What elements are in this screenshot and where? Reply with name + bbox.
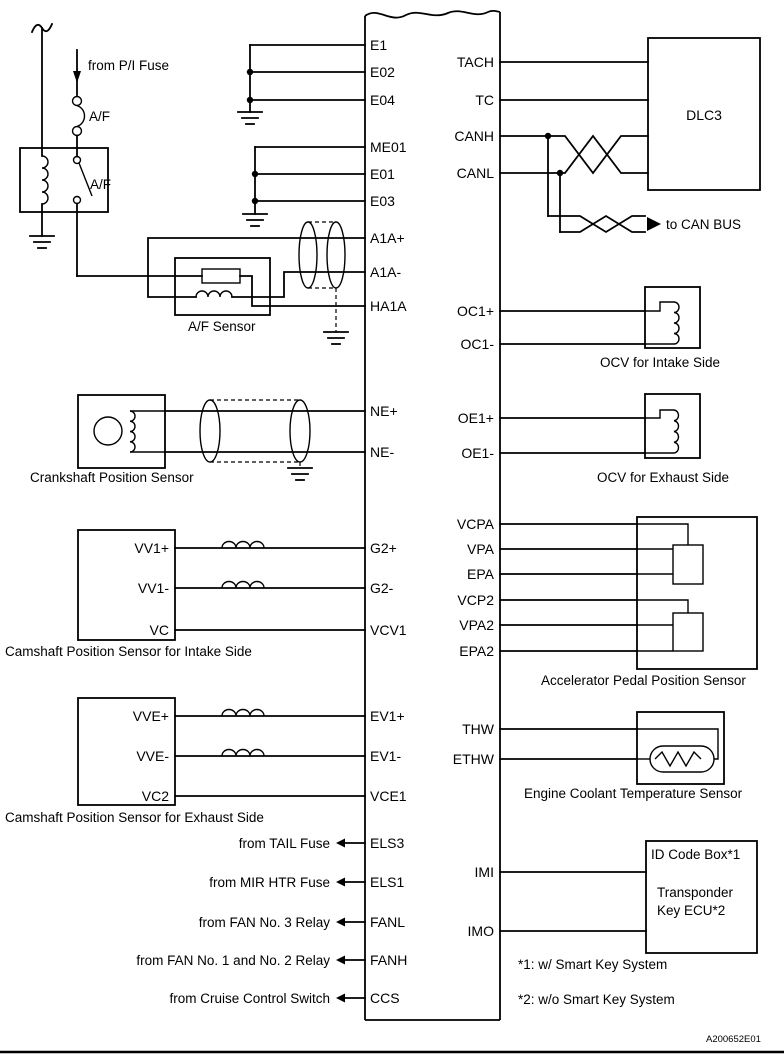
crankshaft-sensor-circuit [30,395,365,485]
sensor-cell-coil-icon [196,291,232,297]
pin-label: VPA2 [459,617,494,633]
from-fan3-label: from FAN No. 3 Relay [198,915,330,930]
ground-icon [238,112,262,124]
ecm-left-pin-labels [370,37,407,1006]
ocv-intake-box [645,287,700,348]
twisted-wire-icon [222,750,264,757]
pin-label: G2+ [370,540,397,556]
pin-label: OE1+ [457,410,494,426]
ecm-right-pin-labels [453,54,495,939]
accel-pedal-caption: Accelerator Pedal Position Sensor [541,673,746,688]
pin-label: VC2 [141,788,169,804]
ground-icon [243,214,267,226]
pin-label: OC1+ [457,303,494,319]
twisted-wire-icon [222,582,264,589]
footnotes [518,957,675,1007]
pin-label: HA1A [370,298,407,314]
to-can-bus-label: to CAN BUS [666,217,742,232]
arrow-left-icon [336,956,345,965]
pin-label: ELS1 [370,874,405,890]
arrow-left-icon [336,839,345,848]
arrow-left-icon [336,918,345,927]
ecm-torn-top-edge [365,11,500,18]
af-relay-label: A/F [90,177,112,192]
solenoid-coil-icon [674,302,679,344]
ground-icon [288,468,312,480]
pin-label: VV1+ [134,540,169,556]
pin-label: E04 [370,92,395,108]
camshaft-intake-caption: Camshaft Position Sensor for Intake Side [5,644,252,659]
ect-sensor-box [637,712,724,784]
camshaft-intake-circuit [5,530,365,659]
transponder-label-line2: Key ECU*2 [657,903,726,918]
pin-label: VCV1 [370,622,407,638]
dlc3-circuit [500,38,760,232]
pin-label: IMO [467,923,494,939]
transponder-label-line1: Transponder [657,885,734,900]
from-fan12-label: from FAN No. 1 and No. 2 Relay [136,953,330,968]
id-code-circuit [500,841,757,953]
pin-label: EV1- [370,748,402,764]
ocv-exhaust-circuit [500,394,729,485]
wire-can-branch-h [548,216,645,232]
note-smart-key-2: *2: w/o Smart Key System [518,992,675,1007]
ocv-intake-circuit [500,287,720,370]
pickup-coil-icon [130,411,135,452]
pin-label: G2- [370,580,394,596]
ground-group-e1 [238,45,365,124]
twisted-wire-icon [222,542,264,549]
pin-label: TACH [456,54,494,70]
pin-label: EPA2 [459,643,494,659]
pin-label: VVE+ [132,708,169,724]
footer [0,1034,784,1052]
relay-coil-icon [42,156,48,204]
pin-label: VV1- [137,580,169,596]
from-stubs [136,836,365,1006]
pin-label: EV1+ [370,708,405,724]
ocv-exhaust-caption: OCV for Exhaust Side [597,470,730,485]
solenoid-coil-icon [674,410,679,453]
junction-dot [252,198,258,204]
camshaft-exhaust-caption: Camshaft Position Sensor for Exhaust Side [5,810,264,825]
accel-pedal-circuit [500,517,757,688]
pin-label: FANL [370,914,406,930]
ocv-exhaust-box [645,394,700,458]
pin-label: VPA [467,541,494,557]
ect-caption: Engine Coolant Temperature Sensor [524,786,743,801]
dlc3-label: DLC3 [686,107,722,123]
ground-group-me01 [243,147,365,226]
fuse-element-icon [77,106,85,127]
switch-terminal-icon [74,157,81,164]
fuse-terminal-icon [73,127,82,136]
af-sensor-caption: A/F Sensor [188,319,256,334]
accel-pedal-box [637,517,757,669]
from-pi-fuse-label: from P/I Fuse [88,58,170,73]
pin-label: CANL [456,165,494,181]
pin-label: CCS [370,990,400,1006]
heater-resistor-icon [202,269,240,283]
pin-label: VCE1 [370,788,407,804]
from-cruise-label: from Cruise Control Switch [169,991,330,1006]
pin-label: E1 [370,37,388,53]
from-mir-htr-label: from MIR HTR Fuse [209,875,330,890]
pin-label: E02 [370,64,395,80]
wire-canh [500,136,648,173]
id-code-box-label: ID Code Box*1 [651,847,741,862]
pin-label: NE+ [370,403,398,419]
arrow-down-icon [73,71,81,83]
crankshaft-caption: Crankshaft Position Sensor [30,470,194,485]
pin-label: E01 [370,166,395,182]
pin-label: ME01 [370,139,407,155]
pin-label: ELS3 [370,835,405,851]
potentiometer-icon [673,613,703,651]
arrow-left-icon [336,878,345,887]
junction-dot [247,97,253,103]
camshaft-exhaust-circuit [5,698,365,825]
potentiometer-icon [673,545,703,584]
pickup-rotor-icon [94,417,122,445]
pin-label: VC [149,622,169,638]
pin-label: VCPA [456,516,494,532]
ocv-intake-caption: OCV for Intake Side [600,355,721,370]
pin-label: TC [475,92,494,108]
pin-label: CANH [454,128,494,144]
af-sensor-circuit [148,222,365,344]
switch-terminal-icon [74,197,81,204]
doc-code: A200652E01 [706,1034,761,1045]
fuse-terminal-icon [73,97,82,106]
junction-dot [247,69,253,75]
pin-label: EPA [467,566,494,582]
pin-label: FANH [370,952,408,968]
pin-label: THW [462,721,494,737]
pin-label: ETHW [452,751,494,767]
ground-icon [324,332,348,344]
ect-sensor-circuit [500,712,743,801]
pin-label: E03 [370,193,395,209]
arrow-left-icon [336,994,345,1003]
pin-label: OC1- [460,336,494,352]
twisted-wire-icon [222,710,264,717]
pin-label: IMI [474,864,494,880]
pin-label: OE1- [461,445,494,461]
af-fuse-label: A/F [89,109,111,124]
note-smart-key-1: *1: w/ Smart Key System [518,957,668,972]
wire-canl [500,136,648,173]
pin-label: A1A- [370,264,402,280]
pin-label: A1A+ [370,230,405,246]
thermistor-zigzag-icon [655,752,701,766]
arrow-right-icon [647,217,661,231]
ground-icon [30,236,54,248]
pin-label: VVE- [136,748,169,764]
pin-label: VCP2 [457,592,494,608]
junction-dot [252,171,258,177]
from-tail-fuse-label: from TAIL Fuse [238,836,330,851]
pin-label: NE- [370,444,395,460]
